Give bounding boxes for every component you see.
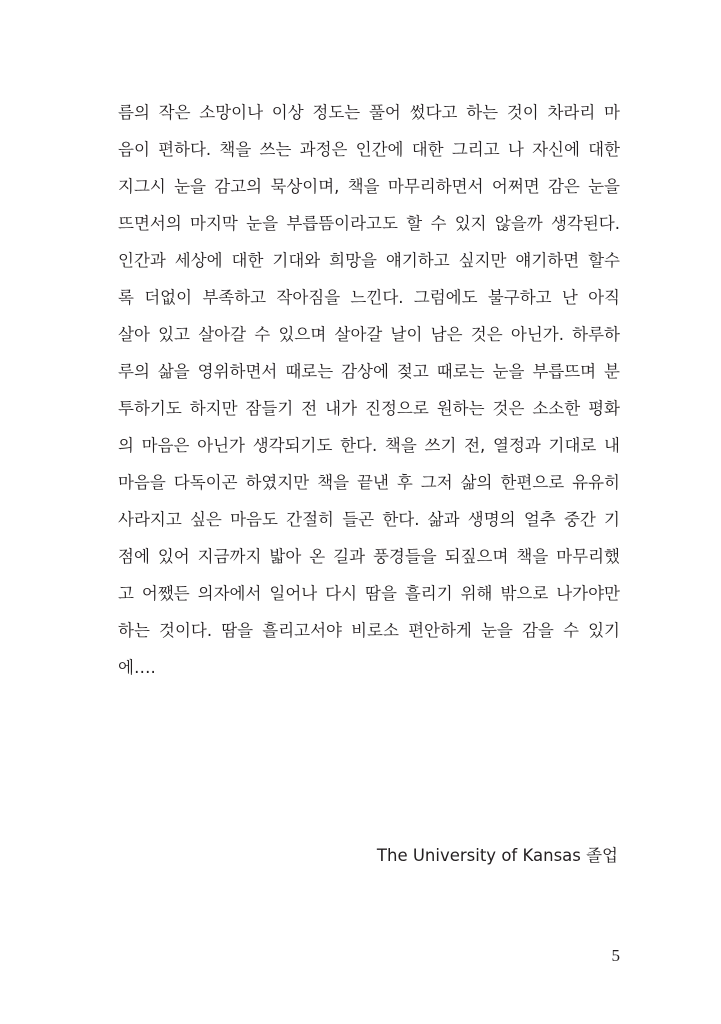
body-line: 하는 것이다. 땀을 흘리고서야 비로소 편안하게 눈을 감을 수 있기: [118, 621, 620, 640]
body-line: 투하기도 하지만 잠들기 전 내가 진정으로 원하는 것은 소소한 평화: [118, 399, 620, 418]
body-line: 지그시 눈을 감고의 묵상이며, 책을 마무리하면서 어쩌면 감은 눈을: [118, 177, 620, 196]
body-line: 살아 있고 살아갈 수 있으며 살아갈 날이 남은 것은 아닌가. 하루하: [118, 325, 620, 344]
body-line: 고 어쨌든 의자에서 일어나 다시 땀을 흘리기 위해 밖으로 나가야만: [118, 584, 620, 603]
body-line: 음이 편하다. 책을 쓰는 과정은 인간에 대한 그리고 나 자신에 대한: [118, 140, 620, 159]
body-line: 에….: [118, 658, 156, 677]
body-paragraph: [118, 94, 620, 686]
body-line: 록 더없이 부족하고 작아짐을 느낀다. 그럼에도 불구하고 난 아직: [118, 288, 620, 307]
page-number: 5: [611, 946, 620, 965]
body-line: 뜨면서의 마지막 눈을 부릅뜸이라고도 할 수 있지 않을까 생각된다.: [118, 214, 620, 233]
body-line: 의 마음은 아닌가 생각되기도 한다. 책을 쓰기 전, 열정과 기대로 내: [118, 436, 620, 455]
body-line: 루의 삶을 영위하면서 때로는 감상에 젖고 때로는 눈을 부릅뜨며 분: [118, 362, 620, 381]
body-line: 름의 작은 소망이나 이상 정도는 풀어 썼다고 하는 것이 차라리 마: [118, 103, 620, 122]
body-line: 사라지고 싶은 마음도 간절히 들곤 한다. 삶과 생명의 얼추 중간 기: [118, 510, 620, 529]
body-line: 인간과 세상에 대한 기대와 희망을 얘기하고 싶지만 얘기하면 할수: [118, 251, 620, 270]
body-line: 점에 있어 지금까지 밟아 온 길과 풍경들을 되짚으며 책을 마무리했: [118, 547, 620, 566]
author-affiliation: The University of Kansas 졸업: [376, 846, 618, 865]
body-line: 마음을 다독이곤 하였지만 책을 끝낸 후 그저 삶의 한편으로 유유히: [118, 473, 620, 492]
